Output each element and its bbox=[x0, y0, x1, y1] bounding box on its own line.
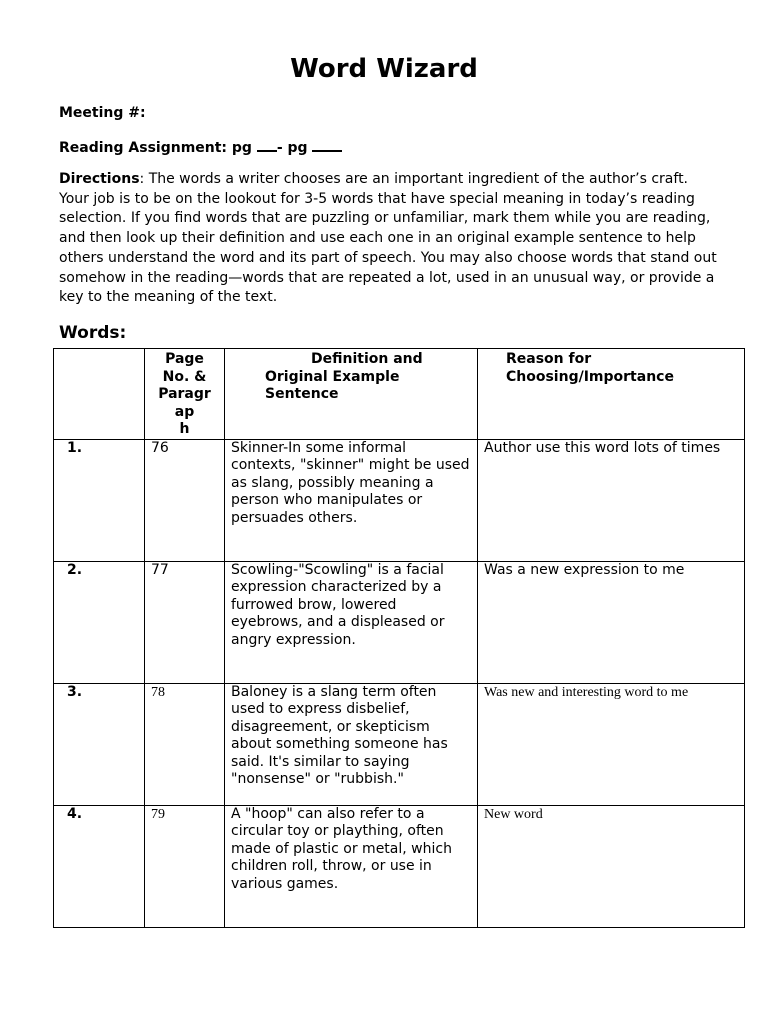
reading-label: Reading Assignment: pg bbox=[59, 140, 252, 156]
row-number: 2. bbox=[54, 561, 145, 683]
row-number: 4. bbox=[54, 805, 145, 927]
row-reason: New word bbox=[478, 805, 745, 927]
header-num-cell bbox=[54, 349, 145, 440]
meeting-label: Meeting #: bbox=[59, 105, 146, 121]
row-number: 1. bbox=[54, 439, 145, 561]
reading-dash: - pg bbox=[276, 140, 308, 156]
header-page-line: Paragr bbox=[158, 386, 211, 402]
page-start-blank bbox=[257, 138, 277, 152]
table-row bbox=[54, 805, 745, 927]
header-page-line: No. & bbox=[162, 368, 207, 385]
row-definition: Skinner-In some informal contexts, "skinner" might be used as slang, possibly meaning a person who manipulates or persuades others. bbox=[225, 439, 478, 561]
row-page: 76 bbox=[145, 439, 225, 561]
header-page-line: Page bbox=[165, 351, 204, 367]
page-end-blank bbox=[312, 138, 342, 152]
reading-assignment bbox=[59, 138, 342, 156]
header-reason-line: Choosing/Importance bbox=[506, 368, 674, 385]
row-page: 77 bbox=[145, 561, 225, 683]
page-title: Word Wizard bbox=[290, 54, 478, 84]
header-page-line: h bbox=[179, 421, 190, 437]
header-definition-cell bbox=[225, 349, 478, 440]
row-page: 78 bbox=[145, 683, 225, 805]
directions-paragraph bbox=[59, 170, 719, 308]
row-reason: Author use this word lots of times bbox=[478, 439, 745, 561]
header-definition-line: Definition and bbox=[311, 351, 423, 367]
header-page-cell bbox=[145, 349, 225, 440]
table-header-row bbox=[54, 349, 745, 440]
directions-text: : The words a writer chooses are an important ingredient of the author’s craft. Your job is to be on the lookout for 3-5 words that have special meaning in today’s reading selection. If you find words that are puzzling or unfamiliar, mark them while you are reading, and then look up their definition and use each one in an original example sentence to help others understand the word and its part of speech. You may also choose words that stand out somehow in the reading—words that are repeated a lot, used in an unusual way, or provide a key to the meaning of the text. bbox=[59, 171, 717, 306]
header-reason-line: Reason for bbox=[506, 351, 592, 367]
table-row bbox=[54, 561, 745, 683]
header-page-line: ap bbox=[174, 403, 195, 420]
table-row bbox=[54, 439, 745, 561]
table-row bbox=[54, 683, 745, 805]
words-table bbox=[53, 348, 745, 928]
words-heading: Words: bbox=[59, 323, 127, 343]
header-definition-line: Original Example bbox=[265, 368, 400, 385]
row-reason: Was new and interesting word to me bbox=[478, 683, 745, 805]
row-definition: A "hoop" can also refer to a circular toy or plaything, often made of plastic or metal, which children roll, throw, or use in various games. bbox=[225, 805, 478, 927]
directions-label: Directions bbox=[59, 171, 140, 187]
row-number: 3. bbox=[54, 683, 145, 805]
header-reason-cell bbox=[478, 349, 745, 440]
row-page: 79 bbox=[145, 805, 225, 927]
header-definition-line: Sentence bbox=[265, 386, 339, 402]
row-definition: Baloney is a slang term often used to express disbelief, disagreement, or skepticism about something someone has said. It's similar to saying "nonsense" or "rubbish." bbox=[225, 683, 478, 805]
row-reason: Was a new expression to me bbox=[478, 561, 745, 683]
row-definition: Scowling-"Scowling" is a facial expression characterized by a furrowed brow, lowered eyebrows, and a displeased or angry expression. bbox=[225, 561, 478, 683]
